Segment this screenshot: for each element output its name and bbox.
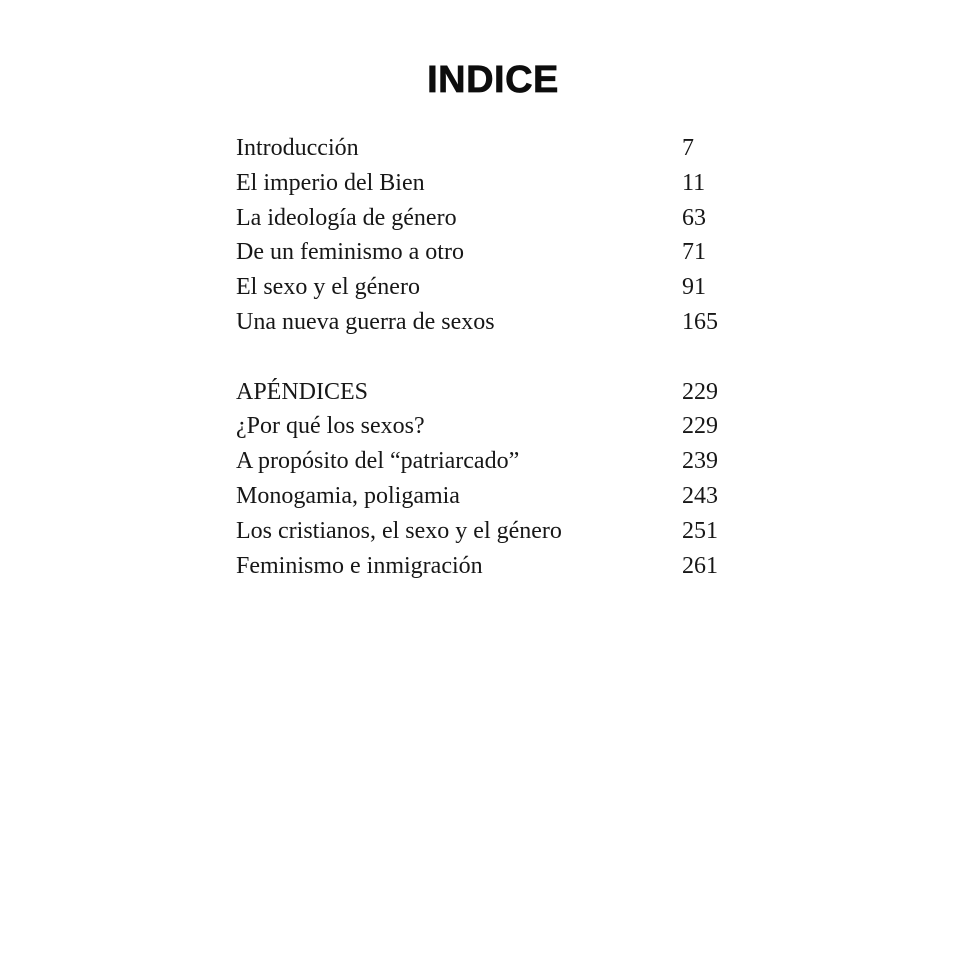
toc-entry-title: Feminismo e inmigración: [236, 552, 483, 579]
toc-entry: [236, 270, 766, 305]
toc-entry: [236, 201, 766, 236]
toc-entry-page-number: 243: [682, 482, 718, 509]
toc-entry-page-number: 261: [682, 552, 718, 579]
toc-entry-title: El sexo y el género: [236, 274, 420, 301]
toc-entry: [236, 479, 766, 514]
toc-entry-page-number: 251: [682, 517, 718, 544]
toc-entry: [236, 514, 766, 549]
toc-entry-title: Introducción: [236, 135, 359, 161]
toc-entry-title: El imperio del Bien: [236, 169, 425, 196]
toc-entry: [236, 409, 766, 444]
toc-entry: [236, 235, 766, 270]
toc-entry: [236, 549, 766, 584]
toc-entry-title: Los cristianos, el sexo y el género: [236, 517, 562, 544]
toc-entry-page-number: 165: [682, 308, 718, 335]
table-of-contents: [236, 131, 766, 583]
toc-entry: [236, 375, 766, 410]
toc-entry-title: La ideología de género: [236, 204, 457, 231]
toc-entry-title: De un feminismo a otro: [236, 239, 464, 266]
toc-entry-title: Una nueva guerra de sexos: [236, 308, 495, 335]
toc-entry: [236, 305, 766, 340]
toc-entry-title: ¿Por qué los sexos?: [236, 413, 425, 440]
toc-entry-title: A propósito del “patriarcado”: [236, 448, 520, 475]
toc-entry-title: Monogamia, poligamia: [236, 482, 460, 509]
toc-entry-page-number: 7: [682, 135, 694, 161]
toc-entry-page-number: 11: [682, 169, 706, 196]
toc-section-gap: [236, 340, 766, 375]
toc-entry-page-number: 229: [682, 413, 718, 440]
toc-entry-page-number: 239: [682, 448, 718, 475]
toc-entry-page-number: 63: [682, 204, 706, 231]
toc-entry-page-number: 229: [682, 378, 718, 405]
page-title: [0, 61, 960, 99]
toc-entry: [236, 131, 766, 166]
toc-entry-title: APÉNDICES: [236, 378, 369, 405]
toc-entry-page-number: 71: [682, 239, 706, 266]
toc-entry-page-number: 91: [682, 274, 706, 301]
page-title-text: INDICE: [427, 59, 559, 101]
toc-entry: [236, 444, 766, 479]
toc-entry: [236, 166, 766, 201]
